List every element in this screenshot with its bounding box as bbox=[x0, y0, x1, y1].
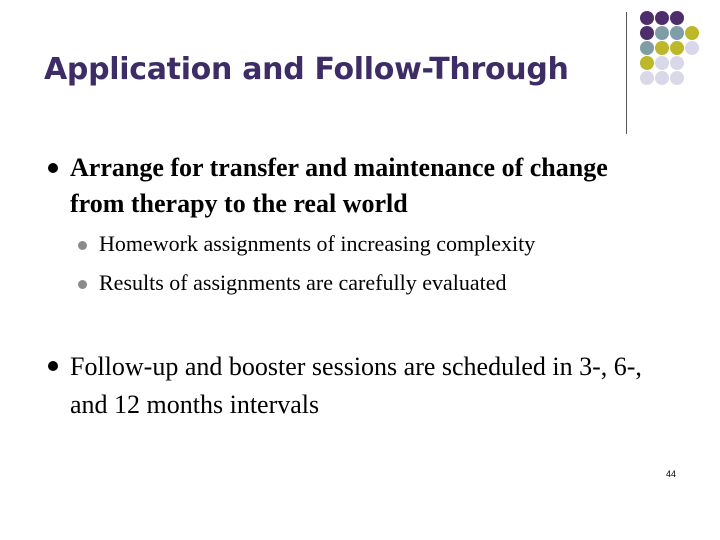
decorative-dot bbox=[655, 56, 669, 70]
decorative-dot bbox=[670, 11, 684, 25]
decorative-dot bbox=[640, 26, 654, 40]
sub-bullet-dot-icon bbox=[78, 280, 87, 289]
decorative-dot bbox=[655, 26, 669, 40]
sub-bullet-dot-icon bbox=[78, 241, 87, 250]
bullet-text-1: Arrange for transfer and maintenance of change from therapy to the real world bbox=[70, 153, 608, 218]
decorative-dot bbox=[655, 11, 669, 25]
decorative-dot bbox=[655, 71, 669, 85]
decorative-dot bbox=[640, 11, 654, 25]
decorative-dot bbox=[685, 41, 699, 55]
decorative-dot bbox=[670, 41, 684, 55]
decorative-dot bbox=[655, 41, 669, 55]
decorative-dot bbox=[640, 41, 654, 55]
decorative-dot bbox=[640, 71, 654, 85]
decorative-dot bbox=[670, 26, 684, 40]
decorative-dot bbox=[670, 56, 684, 70]
bullet-dot-icon bbox=[48, 163, 58, 173]
decorative-dot bbox=[670, 71, 684, 85]
bullet-text-2: Follow-up and booster sessions are scheduled in 3-, 6-, and 12 months intervals bbox=[70, 352, 642, 419]
sub-bullet-text-1: Homework assignments of increasing complexity bbox=[99, 231, 536, 256]
sub-bullet-item-1 bbox=[78, 231, 535, 257]
sub-bullet-item-2 bbox=[78, 270, 506, 296]
decorative-dot bbox=[640, 56, 654, 70]
bullet-dot-icon bbox=[48, 361, 58, 371]
decorative-dot bbox=[685, 26, 699, 40]
bullet-item-2 bbox=[48, 348, 668, 424]
bullet-item-1 bbox=[48, 150, 648, 222]
title-divider-line bbox=[626, 12, 627, 134]
sub-bullet-text-2: Results of assignments are carefully evaluated bbox=[99, 270, 507, 295]
slide-title: Application and Follow-Through bbox=[44, 52, 569, 87]
page-number: 44 bbox=[665, 469, 676, 479]
